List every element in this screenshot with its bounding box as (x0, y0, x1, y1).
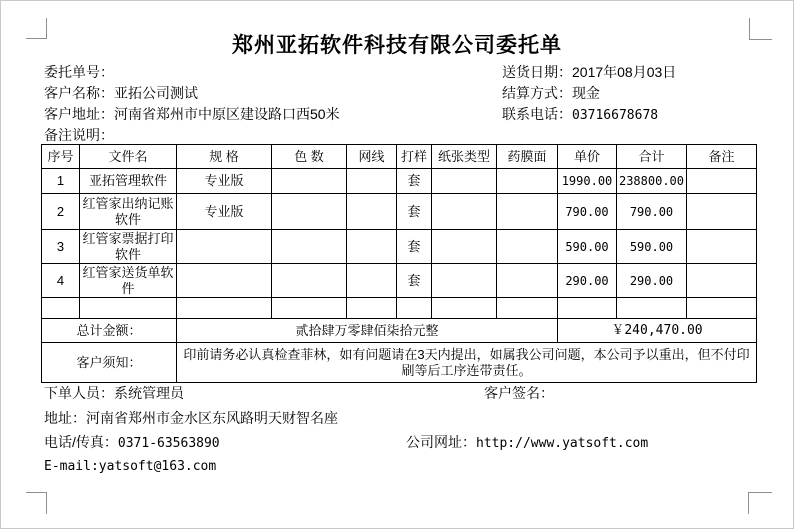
customer-address-value: 河南省郑州市中原区建设路口西50米 (114, 106, 340, 122)
table-cell: 790.00 (617, 194, 687, 230)
table-cell (432, 230, 497, 264)
table-cell (397, 298, 432, 319)
customer-address-label: 客户地址： (44, 106, 114, 122)
orderer-label: 下单人员： (44, 385, 114, 401)
company-address-value: 河南省郑州市金水区东风路明天财智名座 (86, 410, 338, 426)
orderer-value: 系统管理员 (114, 385, 184, 401)
table-cell: 1 (42, 169, 80, 194)
table-cell: 790.00 (558, 194, 617, 230)
table-row (42, 230, 757, 264)
table-cell: 590.00 (558, 230, 617, 264)
table-cell: 238800.00 (617, 169, 687, 194)
remark-label: 备注说明： (44, 127, 114, 143)
table-cell: 亚拓管理软件 (80, 169, 177, 194)
table-cell (272, 169, 347, 194)
column-header: 打样 (397, 145, 432, 169)
contact-phone-line (502, 106, 658, 124)
column-header: 文件名 (80, 145, 177, 169)
table-cell (687, 264, 757, 298)
order-number-line (44, 64, 114, 81)
notice-row (42, 343, 757, 383)
total-row (42, 319, 757, 343)
table-row (42, 169, 757, 194)
table-cell (432, 264, 497, 298)
table-cell: 套 (397, 230, 432, 264)
delivery-date-line (502, 64, 676, 81)
notice-text: 印前请务必认真检查菲林，如有问题请在3天内提出，如属我公司问题，本公司予以重出，但不付印刷等后工序连带责任。 (177, 343, 757, 383)
table-cell (687, 230, 757, 264)
delivery-date-value: 2017年08月03日 (572, 64, 677, 80)
table-cell: 290.00 (617, 264, 687, 298)
table-cell: 专业版 (177, 169, 272, 194)
delivery-date-label: 送货日期： (502, 64, 572, 80)
total-amount-numeric: ￥240,470.00 (558, 319, 757, 343)
column-header: 备注 (687, 145, 757, 169)
table-cell (347, 264, 397, 298)
table-cell (272, 298, 347, 319)
table-cell: 红管家票据打印软件 (80, 230, 177, 264)
phone-fax-label: 电话/传真： (44, 434, 118, 450)
table-cell (432, 169, 497, 194)
contact-phone-label: 联系电话： (502, 106, 572, 122)
table-cell (80, 298, 177, 319)
table-row (42, 298, 757, 319)
settlement-method-line (502, 85, 600, 102)
table-cell (42, 298, 80, 319)
crop-mark-bottom-right-icon (748, 492, 772, 514)
table-cell (687, 298, 757, 319)
column-header: 序号 (42, 145, 80, 169)
column-header: 合计 (617, 145, 687, 169)
header-row (42, 145, 757, 169)
column-header: 纸张类型 (432, 145, 497, 169)
orderer-line (44, 385, 184, 402)
table-cell (347, 230, 397, 264)
table-cell (687, 169, 757, 194)
table-cell (497, 169, 558, 194)
email-label: E-mail: (44, 459, 99, 474)
table-cell (347, 169, 397, 194)
phone-fax-value: 0371-63563890 (117, 436, 220, 451)
table-cell (558, 298, 617, 319)
table-cell: 290.00 (558, 264, 617, 298)
order-items-table (41, 144, 757, 383)
customer-signature-label: 客户签名： (484, 385, 554, 401)
table-cell (432, 194, 497, 230)
table-cell: 590.00 (617, 230, 687, 264)
notice-label: 客户须知： (42, 343, 177, 383)
table-cell (347, 298, 397, 319)
table-cell: 套 (397, 264, 432, 298)
table-cell: 红管家出纳记账软件 (80, 194, 177, 230)
customer-name-value: 亚拓公司测试 (114, 85, 198, 101)
total-label: 总计金额： (42, 319, 177, 343)
table-header (42, 145, 757, 169)
table-cell (497, 264, 558, 298)
page-title: 郑州亚拓软件科技有限公司委托单 (232, 34, 562, 57)
customer-address-line (44, 106, 340, 123)
table-cell (272, 194, 347, 230)
table-cell (272, 264, 347, 298)
table-row (42, 194, 757, 230)
column-header: 单价 (558, 145, 617, 169)
column-header: 网线 (347, 145, 397, 169)
settlement-method-value: 现金 (572, 85, 600, 101)
order-number-label: 委托单号： (44, 64, 114, 80)
table-cell (272, 230, 347, 264)
table-cell: 套 (397, 169, 432, 194)
table-cell: 红管家送货单软件 (80, 264, 177, 298)
table-summary (42, 319, 757, 383)
column-header: 药膜面 (497, 145, 558, 169)
table-cell (497, 298, 558, 319)
table-cell (497, 194, 558, 230)
table-row (42, 264, 757, 298)
table-cell (177, 264, 272, 298)
table-cell (687, 194, 757, 230)
website-line (406, 434, 648, 452)
customer-name-line (44, 85, 198, 102)
table-cell: 3 (42, 230, 80, 264)
table-cell: 专业版 (177, 194, 272, 230)
website-label: 公司网址： (406, 434, 476, 450)
table-cell (497, 230, 558, 264)
remark-line (44, 127, 114, 144)
table-cell: 2 (42, 194, 80, 230)
column-header: 规 格 (177, 145, 272, 169)
table-cell (617, 298, 687, 319)
customer-name-label: 客户名称： (44, 85, 114, 101)
email-value: yatsoft@163.com (98, 459, 217, 474)
table-cell: 套 (397, 194, 432, 230)
table-cell (177, 298, 272, 319)
column-header: 色 数 (272, 145, 347, 169)
crop-mark-bottom-left-icon (26, 492, 47, 514)
company-address-line (44, 410, 338, 427)
settlement-method-label: 结算方式： (502, 85, 572, 101)
website-value: http://www.yatsoft.com (476, 436, 649, 451)
table-cell (432, 298, 497, 319)
total-amount-words: 贰拾肆万零肆佰柒拾元整 (177, 319, 558, 343)
phone-fax-line (44, 434, 220, 452)
table-body (42, 169, 757, 319)
table-cell: 4 (42, 264, 80, 298)
table-cell (177, 230, 272, 264)
contact-phone-value: 03716678678 (572, 108, 659, 123)
table-cell (347, 194, 397, 230)
table-cell: 1990.00 (558, 169, 617, 194)
customer-signature-line (484, 385, 554, 402)
company-address-label: 地址： (44, 410, 86, 426)
email-line (44, 458, 216, 475)
